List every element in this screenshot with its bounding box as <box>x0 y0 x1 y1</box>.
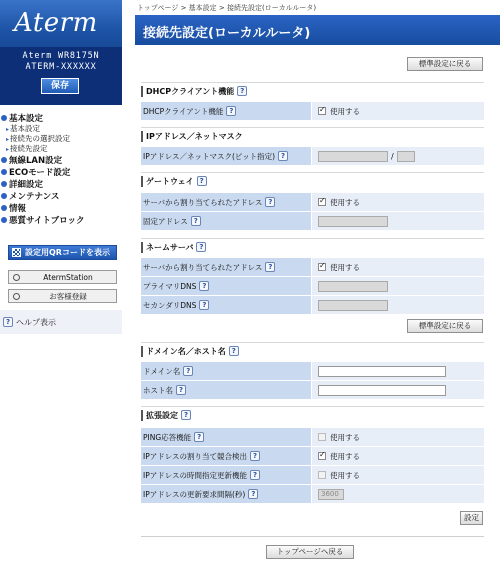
row-secondary-dns: セカンダリDNS ? <box>141 296 484 314</box>
menu-info[interactable]: 情報 <box>0 202 122 214</box>
triangle-icon: ▸ <box>6 136 10 143</box>
help-icon[interactable]: ? <box>226 106 236 116</box>
help-display-link[interactable]: ? ヘルプ表示 <box>0 310 122 334</box>
breadcrumb: トップページ > 基本設定 > 接続先設定(ローカルルータ) <box>137 4 317 12</box>
row-ip-netmask: IPアドレス／ネットマスク(ビット指定) ? / <box>141 147 484 165</box>
submenu-connection-select[interactable]: ▸接続先の選択設定 <box>6 134 71 143</box>
row-host-name: ホスト名 ? <box>141 381 484 399</box>
help-icon[interactable]: ? <box>248 489 258 499</box>
model-info-box <box>0 47 122 105</box>
side-menu <box>0 112 122 226</box>
page-title: 接続先設定(ローカルルータ) <box>143 26 311 41</box>
menu-eco-mode[interactable]: ECOモード設定 <box>0 166 122 178</box>
section-ip-title: IPアドレス／ネットマスク <box>141 129 481 143</box>
help-icon[interactable]: ? <box>196 242 206 252</box>
submenu-connection-settings[interactable]: ▸接続先設定 <box>6 144 48 153</box>
main-content <box>135 0 500 563</box>
row-ip-renew-interval: IPアドレスの更新要求間隔(秒) ? 3600 <box>141 485 484 503</box>
logo-area <box>0 0 122 47</box>
row-ping-response: PING応答機能 ? 使用する <box>141 428 484 446</box>
bullet-icon <box>1 205 7 211</box>
triangle-icon: ▸ <box>6 146 10 153</box>
bullet-icon <box>1 115 7 121</box>
section-divider <box>141 342 484 343</box>
help-icon[interactable]: ? <box>194 432 204 442</box>
row-dhcp-client: DHCPクライアント機能 ? ✓ 使用する <box>141 102 484 120</box>
row-ip-timed-renew: IPアドレスの時間指定更新機能 ? 使用する <box>141 466 484 484</box>
help-icon[interactable]: ? <box>250 451 260 461</box>
gateway-fixed-input[interactable] <box>318 216 388 227</box>
section-divider <box>141 82 484 83</box>
ip-conflict-detect-checkbox[interactable] <box>318 452 326 460</box>
circle-icon <box>13 293 20 300</box>
host-name-input[interactable] <box>318 385 446 396</box>
help-icon[interactable]: ? <box>191 216 201 226</box>
aterm-station-button[interactable]: AtermStation <box>8 270 117 284</box>
help-icon[interactable]: ? <box>265 262 275 272</box>
ip-renew-interval-input[interactable]: 3600 <box>318 489 344 500</box>
bullet-icon <box>1 181 7 187</box>
model-name: Aterm WR8175N <box>22 51 100 61</box>
gateway-from-server-checkbox[interactable] <box>318 198 326 206</box>
help-icon[interactable]: ? <box>199 281 209 291</box>
dns-from-server-checkbox[interactable] <box>318 263 326 271</box>
ip-address-input[interactable] <box>318 151 388 162</box>
menu-wireless-lan[interactable]: 無線LAN設定 <box>0 154 122 166</box>
reset-defaults-button-top[interactable]: 標準設定に戻る <box>407 57 483 71</box>
circle-icon <box>13 274 20 281</box>
menu-malicious-site-block[interactable]: 悪質サイトブロック <box>0 214 122 226</box>
row-dns-from-server: サーバから割り当てられたアドレス ? ✓ 使用する <box>141 258 484 276</box>
help-icon[interactable]: ? <box>229 346 239 356</box>
help-icon[interactable]: ? <box>278 151 288 161</box>
show-qr-code-button[interactable]: 設定用QRコードを表示 <box>8 245 117 260</box>
menu-basic-settings[interactable]: 基本設定 <box>0 112 122 124</box>
bullet-icon <box>1 217 7 223</box>
row-gateway-fixed: 固定アドレス ? <box>141 212 484 230</box>
secondary-dns-input[interactable] <box>318 300 388 311</box>
row-primary-dns: プライマリDNS ? <box>141 277 484 295</box>
help-icon: ? <box>3 317 13 327</box>
row-domain-name: ドメイン名 ? <box>141 362 484 380</box>
section-divider <box>141 406 484 407</box>
apply-settings-button[interactable]: 設定 <box>460 511 483 525</box>
qr-code-icon <box>12 248 21 257</box>
help-icon[interactable]: ? <box>181 410 191 420</box>
reset-defaults-button-middle[interactable]: 標準設定に戻る <box>407 319 483 333</box>
dhcp-client-checkbox[interactable] <box>318 107 326 115</box>
save-button[interactable]: 保存 <box>41 78 79 94</box>
bullet-icon <box>1 193 7 199</box>
help-icon[interactable]: ? <box>176 385 186 395</box>
domain-name-input[interactable] <box>318 366 446 377</box>
menu-advanced[interactable]: 詳細設定 <box>0 178 122 190</box>
primary-dns-input[interactable] <box>318 281 388 292</box>
help-icon[interactable]: ? <box>197 176 207 186</box>
aterm-logo: Aterm <box>14 8 98 38</box>
back-to-top-button[interactable]: トップページへ戻る <box>266 545 354 559</box>
section-divider <box>141 127 484 128</box>
row-gateway-from-server: サーバから割り当てられたアドレス ? ✓ 使用する <box>141 193 484 211</box>
customer-registration-button[interactable]: お客様登録 <box>8 289 117 303</box>
sidebar <box>0 0 122 563</box>
section-dns-title: ネームサーバ ? <box>141 240 481 254</box>
help-icon[interactable]: ? <box>199 300 209 310</box>
netmask-bits-input[interactable] <box>397 151 415 162</box>
section-gateway-title: ゲートウェイ ? <box>141 174 481 188</box>
ip-timed-renew-checkbox[interactable] <box>318 471 326 479</box>
menu-maintenance[interactable]: メンテナンス <box>0 190 122 202</box>
help-icon[interactable]: ? <box>265 197 275 207</box>
title-bar <box>135 15 500 45</box>
help-icon[interactable]: ? <box>237 86 247 96</box>
section-divider <box>141 238 484 239</box>
section-dhcp-title: DHCPクライアント機能 ? <box>141 84 481 98</box>
footer-divider <box>141 536 484 537</box>
ping-response-checkbox[interactable] <box>318 433 326 441</box>
bullet-icon <box>1 157 7 163</box>
section-divider <box>141 172 484 173</box>
help-icon[interactable]: ? <box>183 366 193 376</box>
bullet-icon <box>1 169 7 175</box>
section-advanced-title: 拡張設定 ? <box>141 408 481 422</box>
help-icon[interactable]: ? <box>250 470 260 480</box>
submenu-basic[interactable]: ▸基本設定 <box>6 124 41 133</box>
device-id: ATERM-XXXXXX <box>25 62 97 72</box>
row-ip-conflict-detect: IPアドレスの割り当て競合検出 ? ✓ 使用する <box>141 447 484 465</box>
triangle-icon: ▸ <box>6 126 10 133</box>
section-domain-title: ドメイン名／ホスト名 ? <box>141 344 481 358</box>
